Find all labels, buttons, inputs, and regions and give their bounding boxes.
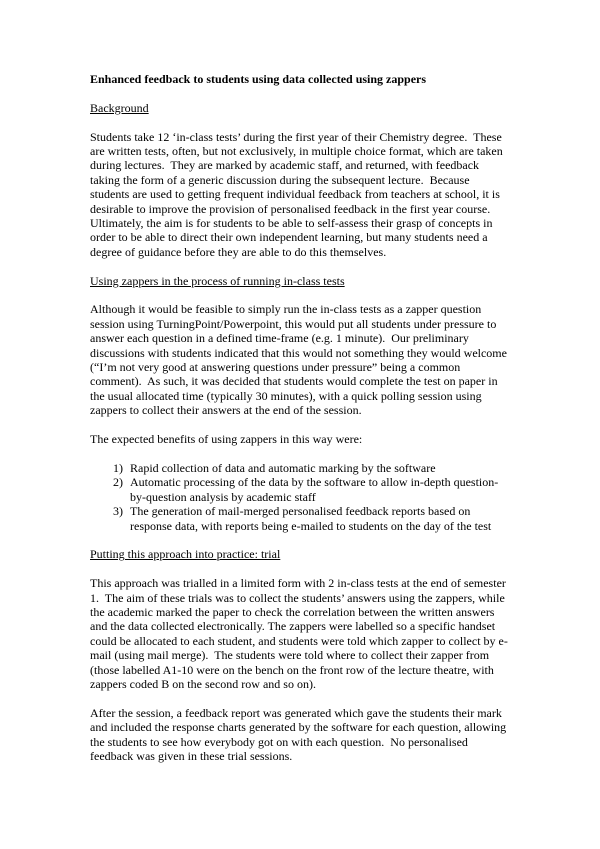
document-title: Enhanced feedback to students using data collected using zappers bbox=[90, 72, 427, 86]
body-paragraph: This approach was trialled in a limited form with 2 in-class tests at the end of semester 1. The aim of these trials was to collect the students’ answers using the zappers, while the academic marked the paper to check the correlation between the written answers and the data collected electronically. The zappers were labelled so a specific handset could be allocated to each student, and students were told which zapper to collect by e-mail (using mail merge). The students were told where to collect their zapper from (those labelled A1-10 were on the bench on the front row of the lecture theatre, with zappers coded B on the second row and so on). bbox=[90, 576, 509, 691]
body-paragraph: Students take 12 ‘in-class tests’ during the first year of their Chemistry degree. These are written tests, often, but not exclusively, in multiple choice format, which are taken during lectures. They are marked by academic staff, and returned, with feedback taking the form of a generic discussion during the subsequent lecture. Because students are used to getting frequent individual feedback from teachers at school, it is desirable to improve the provision of personalised feedback in the first year course. Ultimately, the aim is for students to be able to self-assess their grasp of concepts in order to be able to direct their own independent learning, but many students need a degree of guidance before they are able to do this themselves. bbox=[90, 129, 506, 259]
section-heading-trial: Putting this approach into practice: trial bbox=[90, 547, 281, 562]
list-item-number: 2) bbox=[113, 475, 123, 490]
list-item bbox=[90, 475, 511, 504]
list-intro-paragraph: The expected benefits of using zappers in this way were: bbox=[90, 432, 363, 447]
benefits-list bbox=[90, 461, 511, 533]
body-paragraph: After the session, a feedback report was generated which gave the students their mark and included the response charts generated by the software for each question, allowing the students to see how everybody got on with each question. No personalised feedback was given in these trial sessions. bbox=[90, 705, 510, 763]
list-item-text: The generation of mail-merged personalised feedback reports based on response data, with reports being e-mailed to students on the day of the test bbox=[130, 504, 492, 533]
section-heading-using-zappers: Using zappers in the process of running in-class tests bbox=[90, 273, 345, 288]
list-item bbox=[90, 461, 511, 475]
section-heading-background: Background bbox=[90, 100, 149, 115]
list-item-text: Automatic processing of the data by the software to allow in-depth question-by-question analysis by academic staff bbox=[130, 475, 499, 504]
body-paragraph: Although it would be feasible to simply run the in-class tests as a zapper question session using TurningPoint/Powerpoint, this would put all students under pressure to answer each question in a defined time-frame (e.g. 1 minute). Our preliminary discussions with students indicated that this would not something they would welcome (“I’m not very good at answering questions under pressure” being a common comment). As such, it was decided that students would complete the test on paper in the usual allocated time (typically 30 minutes), with a quick polling session using zappers to collect their answers at the end of the session. bbox=[90, 302, 510, 418]
list-item-text: Rapid collection of data and automatic marking by the software bbox=[130, 460, 436, 475]
list-item-number: 1) bbox=[113, 460, 123, 475]
list-item bbox=[90, 504, 511, 533]
list-item-number: 3) bbox=[113, 504, 123, 519]
